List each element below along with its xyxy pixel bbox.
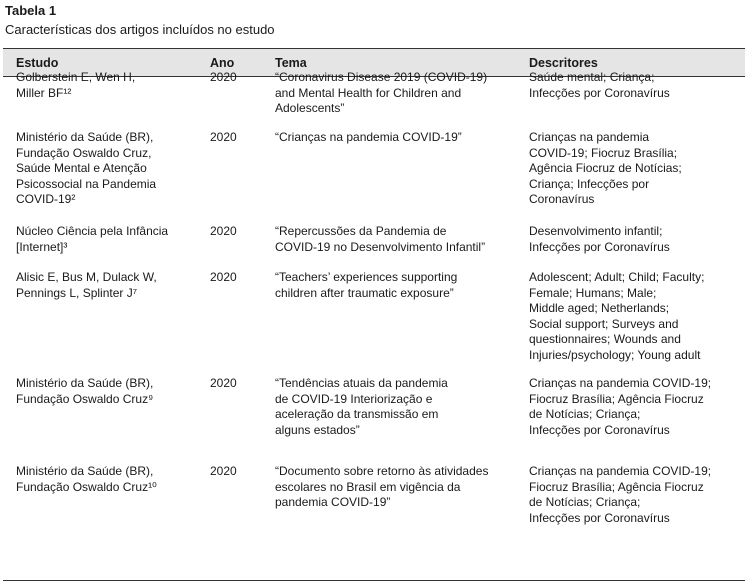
header-ano: Ano — [210, 56, 235, 70]
table-row — [3, 270, 745, 376]
table-row — [3, 224, 745, 270]
cell-estudo: Alisic E, Bus M, Dulack W, Pennings L, Splinter J⁷ — [16, 270, 157, 300]
cell-tema: “Repercussões da Pandemia de COVID-19 no Desenvolvimento Infantil” — [275, 224, 486, 254]
cell-tema: “Teachers’ experiences supporting children after traumatic exposure” — [275, 270, 458, 300]
table-row — [3, 130, 745, 224]
header-tema: Tema — [275, 56, 307, 70]
cell-estudo: Golberstein E, Wen H, Miller BF¹² — [16, 70, 136, 100]
cell-estudo: Núcleo Ciência pela Infância [Internet]³ — [16, 224, 169, 254]
cell-ano: 2020 — [210, 270, 237, 284]
cell-descritores: Saúde mental; Criança; Infecções por Coronavírus — [529, 70, 670, 100]
cell-descritores: Crianças na pandemia COVID-19; Fiocruz Brasília; Agência Fiocruz de Notícias; Criança; Infecções por Coronavírus — [529, 376, 712, 437]
cell-tema: “Tendências atuais da pandemia de COVID-19 Interiorização e aceleração da transmissão em alguns estados” — [275, 376, 448, 437]
cell-estudo: Ministério da Saúde (BR), Fundação Oswaldo Cruz⁹ — [16, 376, 154, 406]
data-table — [3, 48, 745, 525]
cell-descritores: Crianças na pandemia COVID-19; Fiocruz Brasília; Agência Fiocruz de Notícias; Criança; Infecções por Coronavírus — [529, 130, 682, 207]
cell-ano: 2020 — [210, 70, 237, 84]
cell-estudo: Ministério da Saúde (BR), Fundação Oswaldo Cruz, Saúde Mental e Atenção Psicossocial na Pandemia COVID-19² — [16, 130, 157, 207]
cell-descritores: Desenvolvimento infantil; Infecções por Coronavírus — [529, 224, 670, 254]
cell-ano: 2020 — [210, 376, 237, 390]
table-row — [3, 464, 745, 560]
cell-tema: “Crianças na pandemia COVID-19” — [275, 130, 462, 144]
cell-descritores: Crianças na pandemia COVID-19; Fiocruz Brasília; Agência Fiocruz de Notícias; Criança; Infecções por Coronavírus — [529, 464, 712, 525]
table-caption-title: Tabela 1 — [5, 3, 57, 18]
cell-tema: “Documento sobre retorno às atividades escolares no Brasil em vigência da pandemia COVID-19” — [275, 464, 489, 510]
table-caption-subtitle: Características dos artigos incluídos no estudo — [5, 22, 275, 37]
table-row — [3, 70, 745, 130]
header-descritores: Descritores — [529, 56, 598, 70]
cell-ano: 2020 — [210, 130, 237, 144]
header-estudo: Estudo — [16, 56, 59, 70]
table-row — [3, 376, 745, 464]
cell-ano: 2020 — [210, 464, 237, 478]
cell-estudo: Ministério da Saúde (BR), Fundação Oswaldo Cruz¹⁰ — [16, 464, 157, 494]
table-bottom-rule — [3, 580, 745, 581]
cell-ano: 2020 — [210, 224, 237, 238]
cell-descritores: Adolescent; Adult; Child; Faculty; Female; Humans; Male; Middle aged; Netherlands; Social support; Surveys and questionnaires; Wounds and Injuries/psychology; Young adult — [529, 270, 705, 362]
cell-tema: “Coronavirus Disease 2019 (COVID-19) and Mental Health for Children and Adolescents” — [275, 70, 488, 116]
